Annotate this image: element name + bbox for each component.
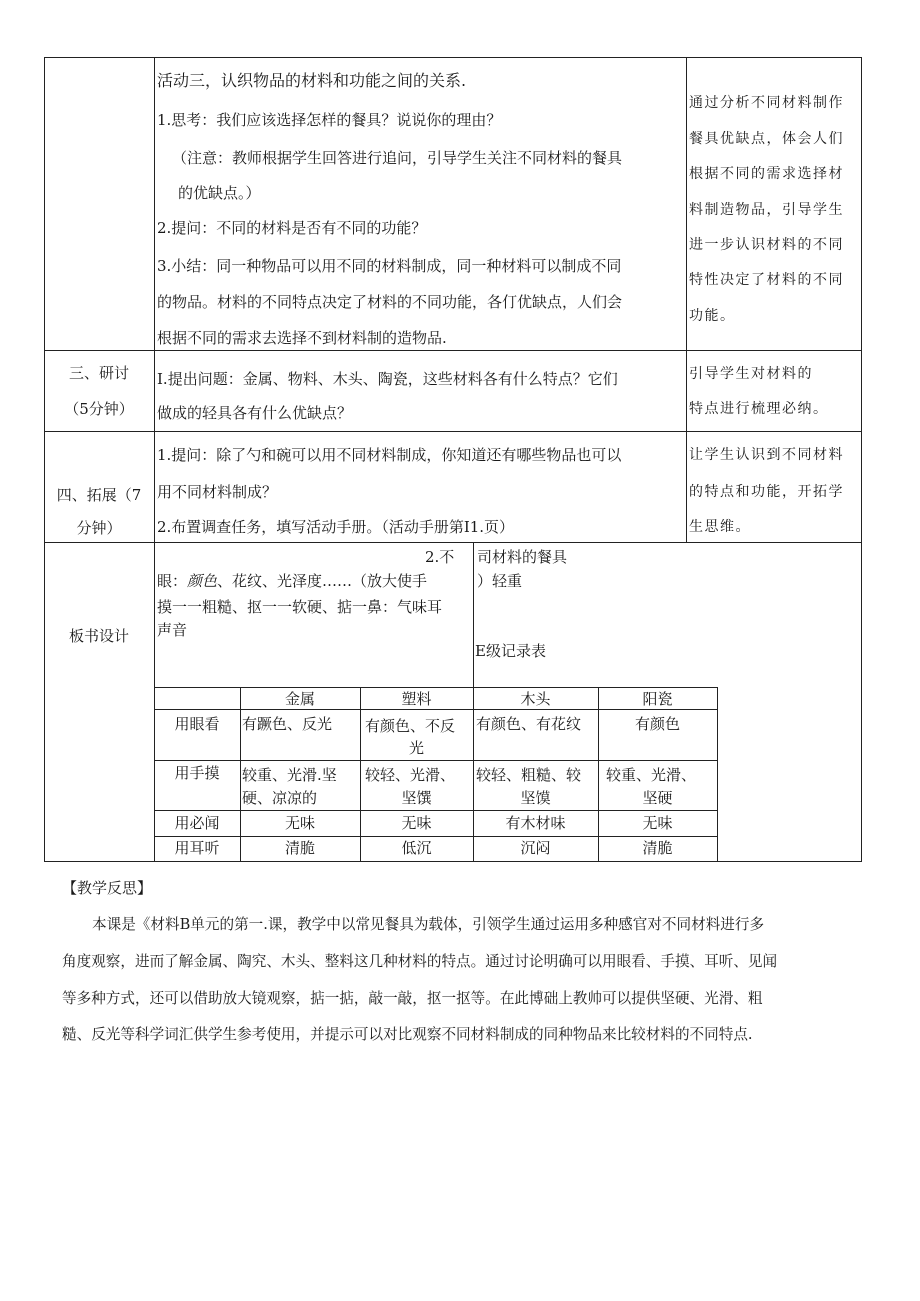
record-cell-touch-ceramic-2: 坚硬: [642, 789, 673, 807]
activity3-intent-3: 根据不同的需求选择材: [689, 166, 844, 182]
board-line-1-rest: 、花纹、光泽度……（放大使手: [217, 572, 428, 590]
record-header-ceramic: 阳瓷: [642, 690, 673, 708]
section4-line-3: 2.布置调查任务，填写活动手册。（活动手册第I1.页）: [157, 518, 515, 536]
record-table-title: E级记录表: [475, 642, 546, 660]
record-cell-touch-wood-2: 坚馍: [520, 789, 551, 807]
record-header-metal: 金属: [284, 690, 315, 708]
activity3-intent-7: 功能。: [689, 308, 736, 324]
record-cell-touch-wood-1: 较轻、粗糙、较: [476, 766, 582, 784]
activity3-line-2: （注意：教师根据学生回答进行追问，引导学生关注不同材料的餐具: [172, 149, 623, 167]
section4-intent-1: 让学生认识到不同材料: [689, 447, 844, 463]
record-row-label-look: 用眼看: [174, 715, 220, 733]
section4-intent-3: 生思维。: [689, 519, 751, 535]
record-cell-touch-metal-1: 较重、光滑.坚: [242, 766, 337, 784]
board-label: 板书设计: [68, 627, 129, 645]
section4-line-1: 1.提问：除了勺和碗可以用不同材料制成，你知道还有哪些物品也可以: [157, 446, 622, 464]
board-line-1-italic: 颜色: [187, 572, 218, 590]
record-cell-smell-ceramic: 无味: [642, 814, 673, 832]
board-line-2: 摸一一粗糙、抠一一软硬、掂一鼻：气味耳: [157, 598, 443, 616]
activity3-intent-6: 特性决定了材料的不同: [689, 272, 844, 288]
reflection-line-3: 等多种方式，还可以借助放大镜观察，掂一掂，敲一敲，抠一抠等。在此博础上教帅可以提供坚硬、光滑、粗: [62, 990, 763, 1007]
section4-label-2: 分钟）: [76, 519, 122, 537]
activity3-line-7: 根据不同的需求去选择不到材料制的造物品.: [157, 329, 447, 347]
record-cell-look-ceramic: 有颜色: [634, 715, 680, 733]
activity3-title: 活动三，认织物品的材料和功能之间的关系.: [157, 71, 467, 90]
board-line-3: 声音: [157, 621, 188, 639]
activity3-line-1: 1.思考：我们应该选择怎样的餐具？说说你的理由？: [157, 111, 502, 129]
activity3-line-6: 的物品。材料的不同特点决定了材料的不同功能，各仃优缺点，人们会: [157, 293, 623, 311]
record-cell-listen-ceramic: 清脆: [642, 839, 673, 857]
section3-label-1: 三、研讨: [68, 364, 129, 382]
section4-label-1: 四、拓展（7: [56, 486, 142, 504]
section3-intent-1: 引导学生对材料的: [689, 366, 813, 382]
record-row-label-touch: 用手摸: [174, 764, 220, 782]
reflection-line-4: 糙、反光等科学词汇供学生参考使用，并提示可以对比观察不同材料制成的同种物品来比较材料的不同特点.: [62, 1026, 753, 1043]
activity3-intent-1: 通过分析不同材料制作: [689, 95, 844, 111]
record-cell-touch-metal-2: 硬、凉凉的: [242, 789, 318, 807]
record-cell-look-wood: 有颜色、有花纹: [476, 715, 582, 733]
record-cell-listen-wood: 沉闷: [520, 839, 551, 857]
section4-intent-2: 的特点和功能，开拓学: [689, 484, 844, 500]
board-right-sub: ）轻重: [477, 572, 523, 590]
record-cell-touch-ceramic-1: 较重、光滑、: [606, 766, 697, 784]
record-cell-smell-wood: 有木材味: [505, 814, 566, 832]
section3-intent-2: 特点进行梳理必纳。: [689, 401, 829, 417]
activity3-intent-5: 进一步认识材料的不同: [689, 237, 844, 253]
record-row-label-listen: 用耳听: [174, 839, 220, 857]
reflection-line-1: 本课是《材料B单元的第一.课，教学中以常见餐具为载体，引领学生通过运用多种感官对不同材料进行多: [92, 916, 765, 933]
record-header-plastic: 塑料: [401, 690, 432, 708]
section3-label-2: （5分钟）: [64, 400, 134, 418]
activity3-intent-2: 餐具优缺点，体会人们: [689, 131, 844, 147]
section4-line-2: 用不同材料制成？: [157, 483, 278, 501]
board-line-1: [157, 571, 427, 591]
record-header-wood: 木头: [520, 690, 551, 708]
board-number: 2.不: [425, 548, 455, 566]
board-line-1-prefix: 眼：: [157, 572, 188, 590]
record-cell-touch-plastic-2: 坚馔: [401, 789, 432, 807]
record-cell-listen-plastic: 低沉: [401, 839, 432, 857]
activity3-line-3: 的优缺点。）: [178, 184, 261, 202]
activity3-line-5: 3.小结：同一种物品可以用不同的材料制成，同一种材料可以制成不同: [157, 257, 622, 275]
record-row-label-smell: 用必闻: [174, 814, 220, 832]
board-right-title: 司材料的餐具: [477, 548, 568, 566]
record-cell-listen-metal: 清脆: [284, 839, 315, 857]
activity3-line-4: 2.提问：不同的材料是否有不同的功能？: [157, 219, 427, 237]
section3-line-2: 做成的轻具各有什么优缺点？: [157, 404, 353, 422]
record-cell-touch-plastic-1: 较轻、光滑、: [365, 766, 456, 784]
reflection-heading: 【教学反思】: [62, 879, 153, 897]
record-cell-look-plastic-2: 光: [408, 739, 424, 757]
record-cell-smell-metal: 无味: [284, 814, 315, 832]
activity3-intent-4: 料制造物品，引导学生: [689, 202, 844, 218]
reflection-line-2: 角度观察，进而了解金属、陶究、木头、整料这几种材料的特点。通过讨论明确可以用眼看、手摸、耳听、见闻: [62, 953, 778, 970]
record-cell-look-plastic-1: 有颜色、不反: [365, 717, 456, 735]
section3-line-1: I.提出问题：金属、物料、木头、陶瓷，这些材料各有什么特点？它们: [157, 370, 618, 388]
record-cell-look-metal: 有蹶色、反光: [242, 715, 333, 733]
record-cell-smell-plastic: 无味: [401, 814, 432, 832]
